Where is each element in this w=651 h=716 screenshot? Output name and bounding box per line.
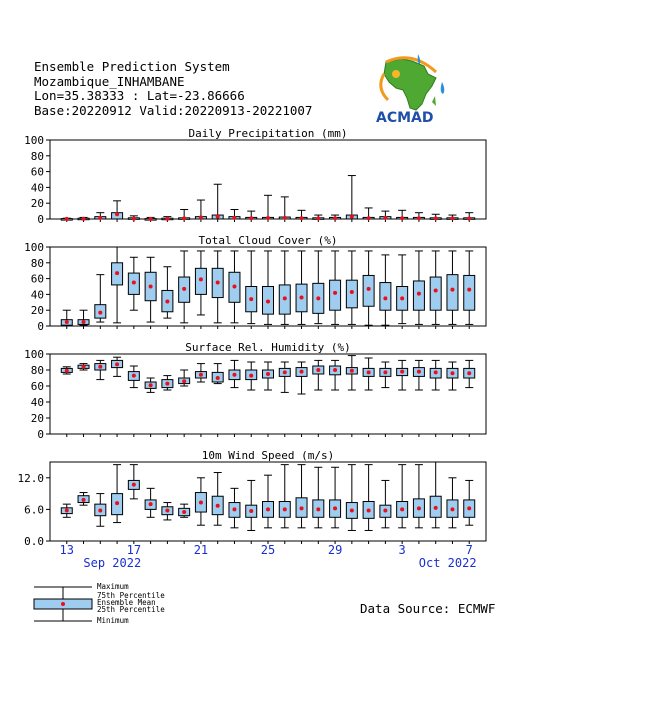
iqr-box xyxy=(430,277,441,310)
x-month-label: Oct 2022 xyxy=(418,556,477,570)
box-2022-09-29 xyxy=(330,215,341,220)
ensemble-mean-dot xyxy=(434,506,438,510)
ensemble-mean-dot xyxy=(417,506,421,510)
box-2022-09-15 xyxy=(95,275,106,322)
ensemble-mean-dot xyxy=(467,217,471,221)
box-2022-09-14 xyxy=(78,217,89,221)
ensemble-mean-dot xyxy=(182,287,186,291)
ensemble-mean-dot xyxy=(149,383,153,387)
x-tick-label: 17 xyxy=(126,543,142,557)
ensemble-mean-dot xyxy=(283,216,287,220)
ensemble-mean-dot xyxy=(132,281,136,285)
ensemble-mean-dot xyxy=(182,379,186,383)
ensemble-mean-dot xyxy=(467,288,471,292)
x-tick-label: 13 xyxy=(59,543,74,557)
box-2022-09-17 xyxy=(128,257,139,310)
ensemble-mean-dot xyxy=(98,216,102,220)
ensemble-mean-dot xyxy=(350,215,354,219)
panel-title: Surface Rel. Humidity (%) xyxy=(185,341,351,354)
iqr-box xyxy=(447,275,458,311)
box-2022-09-28 xyxy=(313,467,324,528)
box-2022-09-21 xyxy=(195,478,206,525)
y-tick-label: 40 xyxy=(30,181,44,195)
ensemble-mean-dot xyxy=(82,320,86,324)
box-2022-10-04 xyxy=(413,251,424,324)
ensemble-mean-dot xyxy=(132,217,136,221)
box-2022-09-29 xyxy=(330,251,341,324)
legend-label-minimum: Minimum xyxy=(97,616,129,625)
header-title: Ensemble Prediction System xyxy=(34,59,230,74)
box-2022-09-25 xyxy=(263,362,274,390)
y-tick-label: 0 xyxy=(37,428,44,441)
ensemble-mean-dot xyxy=(266,372,270,376)
ensemble-mean-dot xyxy=(182,216,186,220)
box-2022-10-06 xyxy=(447,362,458,390)
ensemble-mean-dot xyxy=(165,508,169,512)
ensemble-mean-dot xyxy=(350,290,354,294)
box-2022-09-24 xyxy=(246,480,257,530)
ensemble-mean-dot xyxy=(283,296,287,300)
panel-title: Total Cloud Cover (%) xyxy=(198,234,338,247)
box-2022-09-29 xyxy=(330,467,341,528)
y-tick-label: 40 xyxy=(30,288,44,302)
header-coordinates: Lon=35.38333 : Lat=-23.86666 xyxy=(34,88,245,103)
box-2022-09-19 xyxy=(162,217,173,221)
box-2022-09-14 xyxy=(78,364,89,370)
ensemble-mean-dot xyxy=(232,216,236,220)
ensemble-mean-dot xyxy=(367,508,371,512)
box-2022-10-03 xyxy=(397,465,408,528)
legend xyxy=(34,582,165,625)
box-2022-09-13 xyxy=(61,504,72,517)
ensemble-mean-dot xyxy=(316,216,320,220)
ensemble-mean-dot xyxy=(283,370,287,374)
box-2022-09-15 xyxy=(95,213,106,220)
box-2022-09-17 xyxy=(128,465,139,499)
iqr-box xyxy=(330,280,341,310)
box-2022-09-14 xyxy=(78,310,89,325)
panel-title: Daily Precipitation (mm) xyxy=(188,127,348,140)
box-2022-09-26 xyxy=(279,251,290,324)
y-tick-label: 80 xyxy=(30,364,44,377)
box-2022-09-19 xyxy=(162,376,173,390)
ensemble-mean-dot xyxy=(199,277,203,281)
box-2022-09-19 xyxy=(162,503,173,520)
y-tick-label: 60 xyxy=(30,380,44,393)
ensemble-mean-dot xyxy=(467,506,471,510)
ensemble-mean-dot xyxy=(350,508,354,512)
box-2022-09-27 xyxy=(296,362,307,394)
box-2022-09-15 xyxy=(95,494,106,527)
box-2022-10-04 xyxy=(413,465,424,528)
x-tick-label: 7 xyxy=(465,543,473,557)
box-2022-09-22 xyxy=(212,251,223,323)
box-2022-09-18 xyxy=(145,257,156,322)
ensemble-mean-dot xyxy=(232,285,236,289)
panel-3 xyxy=(24,341,486,441)
ensemble-mean-dot xyxy=(333,216,337,220)
box-2022-09-22 xyxy=(212,473,223,526)
y-tick-label: 60 xyxy=(30,165,44,179)
ensemble-mean-dot xyxy=(316,507,320,511)
box-2022-09-20 xyxy=(179,210,190,221)
ensemble-mean-dot xyxy=(232,373,236,377)
box-2022-09-19 xyxy=(162,267,173,318)
ensemble-mean-dot xyxy=(65,320,69,324)
ensemble-mean-dot xyxy=(400,216,404,220)
box-2022-09-13 xyxy=(61,367,72,374)
ensemble-mean-dot xyxy=(199,501,203,505)
box-2022-10-06 xyxy=(447,478,458,528)
ensemble-mean-dot xyxy=(115,501,119,505)
box-2022-09-21 xyxy=(195,364,206,382)
ensemble-mean-dot xyxy=(333,291,337,295)
ensemble-mean-dot xyxy=(300,216,304,220)
box-2022-09-21 xyxy=(195,200,206,219)
ensemble-mean-dot xyxy=(316,296,320,300)
ensemble-mean-dot xyxy=(417,370,421,374)
ensemble-mean-dot xyxy=(333,506,337,510)
y-tick-label: 100 xyxy=(24,241,44,254)
box-2022-10-02 xyxy=(380,362,391,388)
ensemble-mean-dot xyxy=(249,297,253,301)
box-2022-10-02 xyxy=(380,211,391,220)
y-tick-label: 0 xyxy=(37,213,44,226)
x-tick-label: 29 xyxy=(327,543,343,557)
x-tick-label: 21 xyxy=(193,543,209,557)
box-2022-10-04 xyxy=(413,360,424,390)
ensemble-mean-dot xyxy=(383,370,387,374)
box-2022-10-05 xyxy=(430,360,441,390)
ensemble-mean-dot xyxy=(65,217,69,221)
ensemble-mean-dot xyxy=(450,288,454,292)
ensemble-mean-dot xyxy=(367,370,371,374)
box-2022-09-22 xyxy=(212,364,223,384)
y-tick-label: 0 xyxy=(37,320,44,333)
ensemble-mean-dot xyxy=(115,362,119,366)
ensemble-mean-dot xyxy=(434,216,438,220)
y-tick-label: 40 xyxy=(30,396,44,409)
ensemble-mean-dot xyxy=(98,508,102,512)
box-2022-09-16 xyxy=(112,465,123,523)
box-2022-09-14 xyxy=(78,493,89,506)
box-2022-09-17 xyxy=(128,216,139,221)
box-2022-10-03 xyxy=(397,360,408,390)
ensemble-mean-dot xyxy=(450,371,454,375)
box-2022-09-29 xyxy=(330,360,341,390)
ensemble-mean-dot xyxy=(266,216,270,220)
box-2022-09-21 xyxy=(195,251,206,315)
ensemble-mean-dot xyxy=(249,374,253,378)
ensemble-mean-dot xyxy=(149,217,153,221)
ensemble-mean-dot xyxy=(216,215,220,219)
ensemble-mean-dot xyxy=(82,365,86,369)
ensemble-mean-dot xyxy=(82,498,86,502)
ensemble-mean-dot xyxy=(98,311,102,315)
ensemble-mean-dot xyxy=(65,508,69,512)
box-2022-09-22 xyxy=(212,184,223,219)
y-tick-label: 60 xyxy=(30,272,44,286)
ensemble-mean-dot xyxy=(165,217,169,221)
box-2022-10-07 xyxy=(464,251,475,324)
ensemble-mean-dot xyxy=(300,296,304,300)
box-2022-10-04 xyxy=(413,213,424,221)
ensemble-mean-dot xyxy=(132,374,136,378)
box-2022-09-24 xyxy=(246,211,257,220)
box-2022-09-30 xyxy=(346,356,357,390)
ensemble-mean-dot xyxy=(300,506,304,510)
box-2022-09-16 xyxy=(112,357,123,376)
y-tick-label: 100 xyxy=(24,134,44,147)
box-2022-10-05 xyxy=(430,251,441,324)
box-2022-10-02 xyxy=(380,480,391,527)
box-2022-09-27 xyxy=(296,465,307,528)
ensemble-mean-dot xyxy=(216,504,220,508)
ensemble-mean-dot xyxy=(383,216,387,220)
legend-label-p25: 25th Percentile xyxy=(97,605,165,614)
ensemble-mean-dot xyxy=(165,382,169,386)
box-2022-10-01 xyxy=(363,251,374,325)
box-2022-09-20 xyxy=(179,370,190,386)
ensemble-mean-dot xyxy=(216,281,220,285)
ensemble-mean-dot xyxy=(249,216,253,220)
y-tick-label: 100 xyxy=(24,348,44,361)
ensemble-mean-dot xyxy=(249,509,253,513)
ensemble-mean-dot xyxy=(165,300,169,304)
y-tick-label: 6.0 xyxy=(24,503,44,517)
y-tick-label: 20 xyxy=(30,412,44,425)
box-2022-09-25 xyxy=(263,475,274,528)
box-2022-09-23 xyxy=(229,360,240,387)
box-2022-09-28 xyxy=(313,215,324,220)
ensemble-mean-dot xyxy=(300,370,304,374)
panel-2 xyxy=(24,234,486,333)
x-tick-label: 25 xyxy=(260,543,276,557)
panel-title: 10m Wind Speed (m/s) xyxy=(201,449,335,462)
box-2022-10-06 xyxy=(447,215,458,220)
ensemble-mean-dot xyxy=(199,373,203,377)
ensemble-mean-dot xyxy=(367,287,371,291)
y-tick-label: 0.0 xyxy=(24,535,44,548)
ensemble-mean-dot xyxy=(450,507,454,511)
box-2022-09-25 xyxy=(263,195,274,220)
ensemble-mean-dot xyxy=(400,296,404,300)
ensemble-mean-dot xyxy=(434,288,438,292)
ensemble-mean-dot xyxy=(417,216,421,220)
ensemble-mean-dot xyxy=(199,215,203,219)
box-2022-09-30 xyxy=(346,251,357,324)
y-tick-label: 12.0 xyxy=(17,471,44,485)
ensemble-mean-dot xyxy=(350,369,354,373)
ensemble-mean-dot xyxy=(400,370,404,374)
ensemble-mean-dot xyxy=(367,216,371,220)
box-2022-09-13 xyxy=(61,310,72,326)
ensemble-mean-dot xyxy=(115,271,119,275)
box-2022-09-20 xyxy=(179,251,190,323)
ensemble-mean-dot xyxy=(115,212,119,216)
box-2022-10-02 xyxy=(380,255,391,325)
ensemble-mean-dot xyxy=(98,365,102,369)
box-2022-09-13 xyxy=(61,217,72,221)
y-tick-label: 20 xyxy=(30,197,44,211)
ensemble-mean-dot xyxy=(316,368,320,372)
x-month-label: Sep 2022 xyxy=(83,556,142,570)
ensemble-mean-dot xyxy=(82,217,86,221)
panel-1 xyxy=(24,127,486,226)
legend-mean-dot xyxy=(61,602,65,606)
box-2022-09-23 xyxy=(229,488,240,527)
ensemble-mean-dot xyxy=(149,502,153,506)
box-2022-10-01 xyxy=(363,358,374,390)
box-2022-10-05 xyxy=(430,462,441,528)
box-2022-09-27 xyxy=(296,210,307,220)
box-2022-10-06 xyxy=(447,251,458,324)
box-2022-09-30 xyxy=(346,176,357,219)
box-2022-10-03 xyxy=(397,210,408,220)
box-2022-09-28 xyxy=(313,251,324,324)
box-2022-09-26 xyxy=(279,362,290,392)
ensemble-mean-dot xyxy=(467,371,471,375)
ensemble-mean-dot xyxy=(383,508,387,512)
header-location: Mozambique_INHAMBANE xyxy=(34,73,185,89)
box-2022-10-01 xyxy=(363,465,374,531)
panel-4 xyxy=(18,449,487,548)
box-2022-09-28 xyxy=(313,360,324,390)
legend-label-maximum: Maximum xyxy=(97,582,129,591)
ensemble-mean-dot xyxy=(149,285,153,289)
box-2022-10-07 xyxy=(464,480,475,525)
box-2022-09-15 xyxy=(95,360,106,379)
ensemble-mean-dot xyxy=(333,368,337,372)
box-2022-10-01 xyxy=(363,208,374,220)
iqr-box xyxy=(464,275,475,310)
ensemble-mean-dot xyxy=(216,376,220,380)
ensemble-mean-dot xyxy=(417,292,421,296)
y-tick-label: 80 xyxy=(30,256,44,270)
ensemble-mean-dot xyxy=(232,507,236,511)
box-2022-09-26 xyxy=(279,197,290,220)
ensemble-mean-dot xyxy=(450,216,454,220)
box-2022-09-23 xyxy=(229,210,240,220)
ensemble-mean-dot xyxy=(182,510,186,514)
box-2022-09-25 xyxy=(263,251,274,324)
header-base-valid: Base:20220912 Valid:20220913-20221007 xyxy=(34,102,313,118)
y-tick-label: 20 xyxy=(30,304,44,318)
ensemble-mean-dot xyxy=(266,300,270,304)
box-2022-09-16 xyxy=(112,201,123,219)
ensemble-mean-dot xyxy=(132,483,136,487)
box-2022-09-24 xyxy=(246,251,257,324)
ensemble-mean-dot xyxy=(266,507,270,511)
y-tick-label: 80 xyxy=(30,149,44,163)
x-tick-label: 3 xyxy=(398,543,406,557)
box-2022-09-23 xyxy=(229,251,240,323)
box-2022-09-30 xyxy=(346,465,357,531)
box-2022-09-27 xyxy=(296,251,307,324)
box-2022-10-07 xyxy=(464,213,475,221)
ensemble-mean-dot xyxy=(400,507,404,511)
data-source-label: Data Source: ECMWF xyxy=(360,601,496,616)
ensemble-mean-dot xyxy=(383,296,387,300)
box-2022-09-18 xyxy=(145,217,156,221)
box-2022-09-20 xyxy=(179,504,190,517)
box-2022-09-24 xyxy=(246,362,257,390)
box-2022-09-26 xyxy=(279,465,290,528)
legend-label-mean: Ensemble Mean xyxy=(97,598,156,607)
legend-label-p75: 75th Percentile xyxy=(97,591,165,600)
box-2022-09-18 xyxy=(145,378,156,392)
logo-text: ACMAD xyxy=(376,110,434,124)
box-2022-09-17 xyxy=(128,366,139,388)
box-2022-10-03 xyxy=(397,255,408,324)
box-2022-09-18 xyxy=(145,488,156,517)
box-2022-10-07 xyxy=(464,360,475,387)
ensemble-mean-dot xyxy=(65,369,69,373)
box-2022-09-16 xyxy=(112,247,123,323)
ensemble-mean-dot xyxy=(434,370,438,374)
box-2022-10-05 xyxy=(430,214,441,220)
ensemble-mean-dot xyxy=(283,507,287,511)
